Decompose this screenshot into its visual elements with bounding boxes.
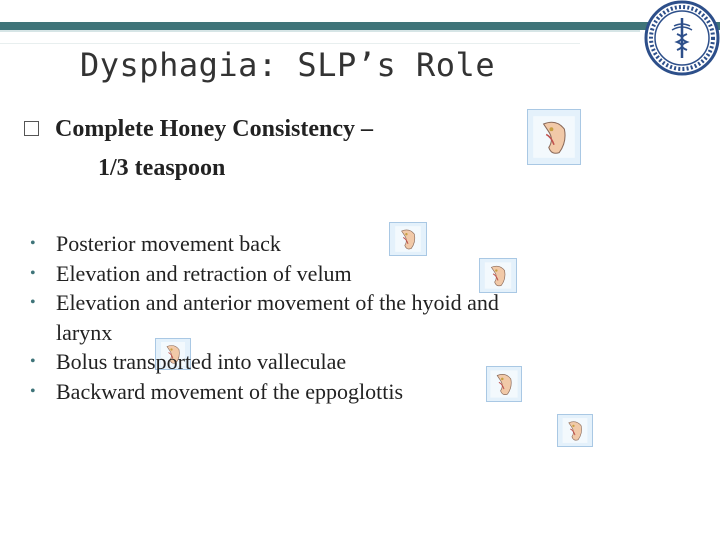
list-item-continuation [18,318,499,348]
slide-title: Dysphagia: SLP’s Role [80,46,496,84]
list-item [18,229,499,259]
bullet-dot-icon: • [30,235,36,252]
bullet-dot-icon: • [30,294,36,311]
bullet-text: Elevation and anterior movement of the hyoid and [56,290,499,315]
bullet-list [18,229,499,406]
bullet-dot-icon: • [30,353,36,370]
heading-line-1: Complete Honey Consistency – [55,116,373,142]
header-subbar [0,30,640,32]
list-item [18,347,499,377]
bullet-text: Elevation and retraction of velum [56,260,352,286]
heading-line-2: 1/3 teaspoon [98,155,226,181]
bullet-text: Backward movement of the eppoglottis [56,378,404,404]
square-bullet-icon [24,121,39,136]
title-rule [0,43,580,44]
list-item [18,288,499,318]
list-item [18,259,499,289]
swallow-diagram-icon [557,414,593,447]
bullet-dot-icon: • [30,264,36,282]
checkbox-bullet [24,118,49,145]
header-bar [0,22,720,30]
bullet-text: larynx [56,319,113,345]
bullet-text: Posterior movement back [56,231,281,256]
list-item [18,377,499,407]
bullet-dot-icon: • [30,382,36,400]
bullet-text: Bolus transported into valleculae [56,349,347,374]
university-seal-icon [644,0,720,76]
swallow-diagram-icon [527,109,581,165]
